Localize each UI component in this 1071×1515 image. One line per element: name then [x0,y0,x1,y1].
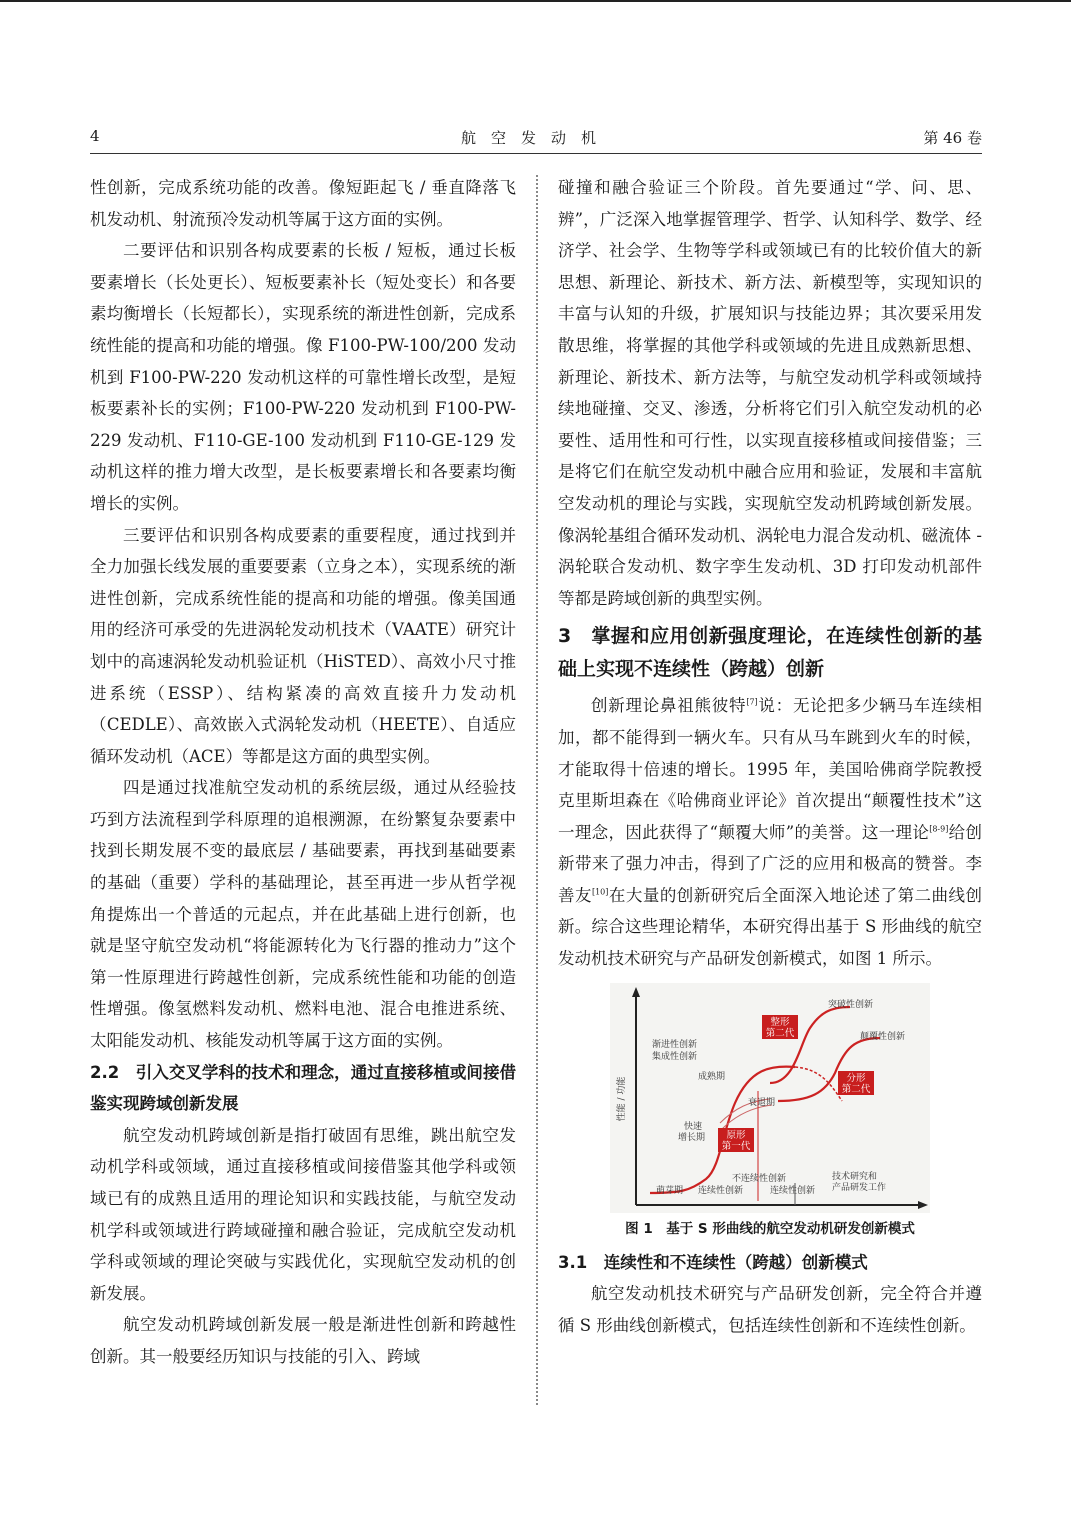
label-embryo: 萌芽期 [656,1185,684,1196]
paragraph: 二要评估和识别各构成要素的长板 / 短板，通过长板要素增长（长处更长）、短板要素补长（短处变长）和各要素均衡增长（长短都长），实现系统的渐进性创新，完成系统性能的提高和功能的增强。像 F100-PW-100/200 发动机到 F100-PW-220 发动机这样的可靠性增长改型，是短板要素补长的实例；F100-PW-220 发动机到 F100-PW-229 发动机、F110-GE-100 发动机到 F110-GE-129 发动机这样的推力增大改型，是长板要素增长和各要素均衡增长的实例。 [90,241,516,513]
label-maturity: 成熟期 [698,1071,726,1082]
paragraph: 创新理论鼻祖熊彼特[7]说：无论把多少辆马车连续相加，都不能得到一辆火车。只有从马车跳到火车的时候，才能取得十倍速的增长。1995 年，美国哈佛商学院教授克里斯坦森在《哈佛商业评论》首次提出“颠覆性技术”这一理念，因此获得了“颠覆大师”的美誉。这一理论[8-9]给创新带来了强力冲击，得到了广泛的应用和极高的赞誉。李善友[10]在大量的创新研究后全面深入地论述了第二曲线创新。综合这些理论精华，本研究得出基于 S 形曲线的航空发动机技术研究与产品研发创新模式，如图 1 所示。 [558,696,983,969]
label-growth: 增长期 [678,1132,706,1143]
paragraph: 三要评估和识别各构成要素的重要程度，通过找到并全力加强长线发展的重要要素（立身之本），实现系统的渐进性创新，完成系统性能的提高和功能的增强。像美国通用的经济可承受的先进涡轮发动机技术（VAATE）研究计划中的高速涡轮发动机验证机（HiSTED）、高效小尺寸推进系统（ESSP）、结构紧凑的高效直接升力发动机（CEDLE）、高效嵌入式涡轮发动机（HEETE）、自适应循环发动机（ACE）等都是这方面的典型实例。 [90,525,516,766]
section-heading-3: 3 掌握和应用创新强度理论，在连续性创新的基础上实现不连续性（跨越）创新 [558,625,982,681]
section-heading-2-2: 2.2 引入交叉学科的技术和理念，通过直接移植或间接借鉴实现跨域创新发展 [90,1062,516,1114]
svg-text:第二代: 第二代 [765,1027,795,1039]
page-number: 4 [90,127,100,145]
section-heading-3-1: 3.1 连续性和不连续性（跨越）创新模式 [558,1252,868,1272]
running-header [90,127,982,151]
label-continuous-2: 连续性创新 [770,1185,816,1196]
label-continuous-1: 连续性创新 [698,1185,744,1196]
left-column [90,172,516,1373]
label-integrated: 集成性创新 [652,1051,698,1062]
svg-text:分形: 分形 [846,1072,866,1084]
svg-text:第一代: 第一代 [721,1140,751,1152]
paragraph: 航空发动机跨域创新发展一般是渐进性创新和跨越性创新。其一般要经历知识与技能的引入、跨域 [90,1315,516,1366]
label-research-2: 产品研发工作 [832,1182,887,1193]
citation-ref: [8-9] [929,824,949,834]
y-axis-label: 性能 / 功能 [617,1076,627,1122]
label-decline: 衰退期 [748,1097,776,1108]
figure-s-curve-diagram [610,983,930,1213]
paragraph: 四是通过找准航空发动机的系统层级，通过从经验技巧到方法流程到学科原理的追根溯源，在纷繁复杂要素中找到长期发展不变的最底层 / 基础要素，再找到基础要素的基础（重要）学科的基础理论，甚至再进一步从哲学视角提炼出一个普适的元起点，并在此基础上进行创新，也就是坚守航空发动机“将能源转化为飞行器的推动力”这个第一性原理进行跨越性创新，完成系统性能和功能的创造性增强。像氢燃料发动机、燃料电池、混合电推进系统、太阳能发动机、核能发动机等属于这方面的实例。 [90,778,516,1051]
label-breakthrough: 突破性创新 [828,999,874,1010]
right-column [558,172,982,1341]
paragraph: 性创新，完成系统功能的改善。像短距起飞 / 垂直降落飞机发动机、射流预冷发动机等属于这方面的实例。 [90,178,516,229]
citation-ref: [7] [746,697,758,707]
citation-ref: [10] [591,887,609,897]
page-top-rule [0,0,1071,2]
svg-text:整形: 整形 [770,1016,790,1028]
svg-text:原形: 原形 [726,1129,746,1141]
paragraph: 航空发动机技术研究与产品研发创新，完全符合并遵循 S 形曲线创新模式，包括连续性创新和不连续性创新。 [558,1284,982,1335]
journal-title: 航空发动机 [460,129,611,147]
paragraph: 航空发动机跨域创新是指打破固有思维，跳出航空发动机学科或领域，通过直接移植或间接借鉴其他学科或领域已有的成熟且适用的理论知识和实践技能，与航空发动机学科或领域进行跨域碰撞和融合验证，完成航空发动机学科或领域的理论突破与实践优化，实现航空发动机的创新发展。 [90,1125,516,1303]
label-disruptive: 颠覆性创新 [860,1031,906,1042]
figure-caption: 图 1 基于 S 形曲线的航空发动机研发创新模式 [625,1220,915,1237]
label-fast: 快速 [684,1121,703,1132]
label-research-1: 技术研究和 [832,1171,878,1182]
label-incremental: 渐进性创新 [652,1039,698,1050]
svg-text:第二代: 第二代 [841,1083,871,1095]
volume-label: 第 46 卷 [923,129,982,147]
paragraph: 碰撞和融合验证三个阶段。首先要通过“学、问、思、辨”，广泛深入地掌握管理学、哲学、认知科学、数学、经济学、社会学、生物等学科或领域已有的比较价值大的新思想、新理论、新技术、新方法、新模型等，实现知识的丰富与认知的升级，扩展知识与技能边界；其次要采用发散思维，将掌握的其他学科或领域的先进且成熟新思想、新理论、新技术、新方法等，与航空发动机学科或领域持续地碰撞、交叉、渗透，分析将它们引入航空发动机的必要性、适用性和可行性，以实现直接移植或间接借鉴；三是将它们在航空发动机中融合应用和验证，发展和丰富航空发动机的理论与实践，实现航空发动机跨域创新发展。像涡轮基组合循环发动机、涡轮电力混合发动机、磁流体 - 涡轮联合发动机、数字孪生发动机、3D 打印发动机部件等都是跨域创新的典型实例。 [558,178,982,608]
header-rule [90,153,982,154]
column-divider [536,175,538,1405]
label-discontinuous: 不连续性创新 [732,1173,787,1184]
